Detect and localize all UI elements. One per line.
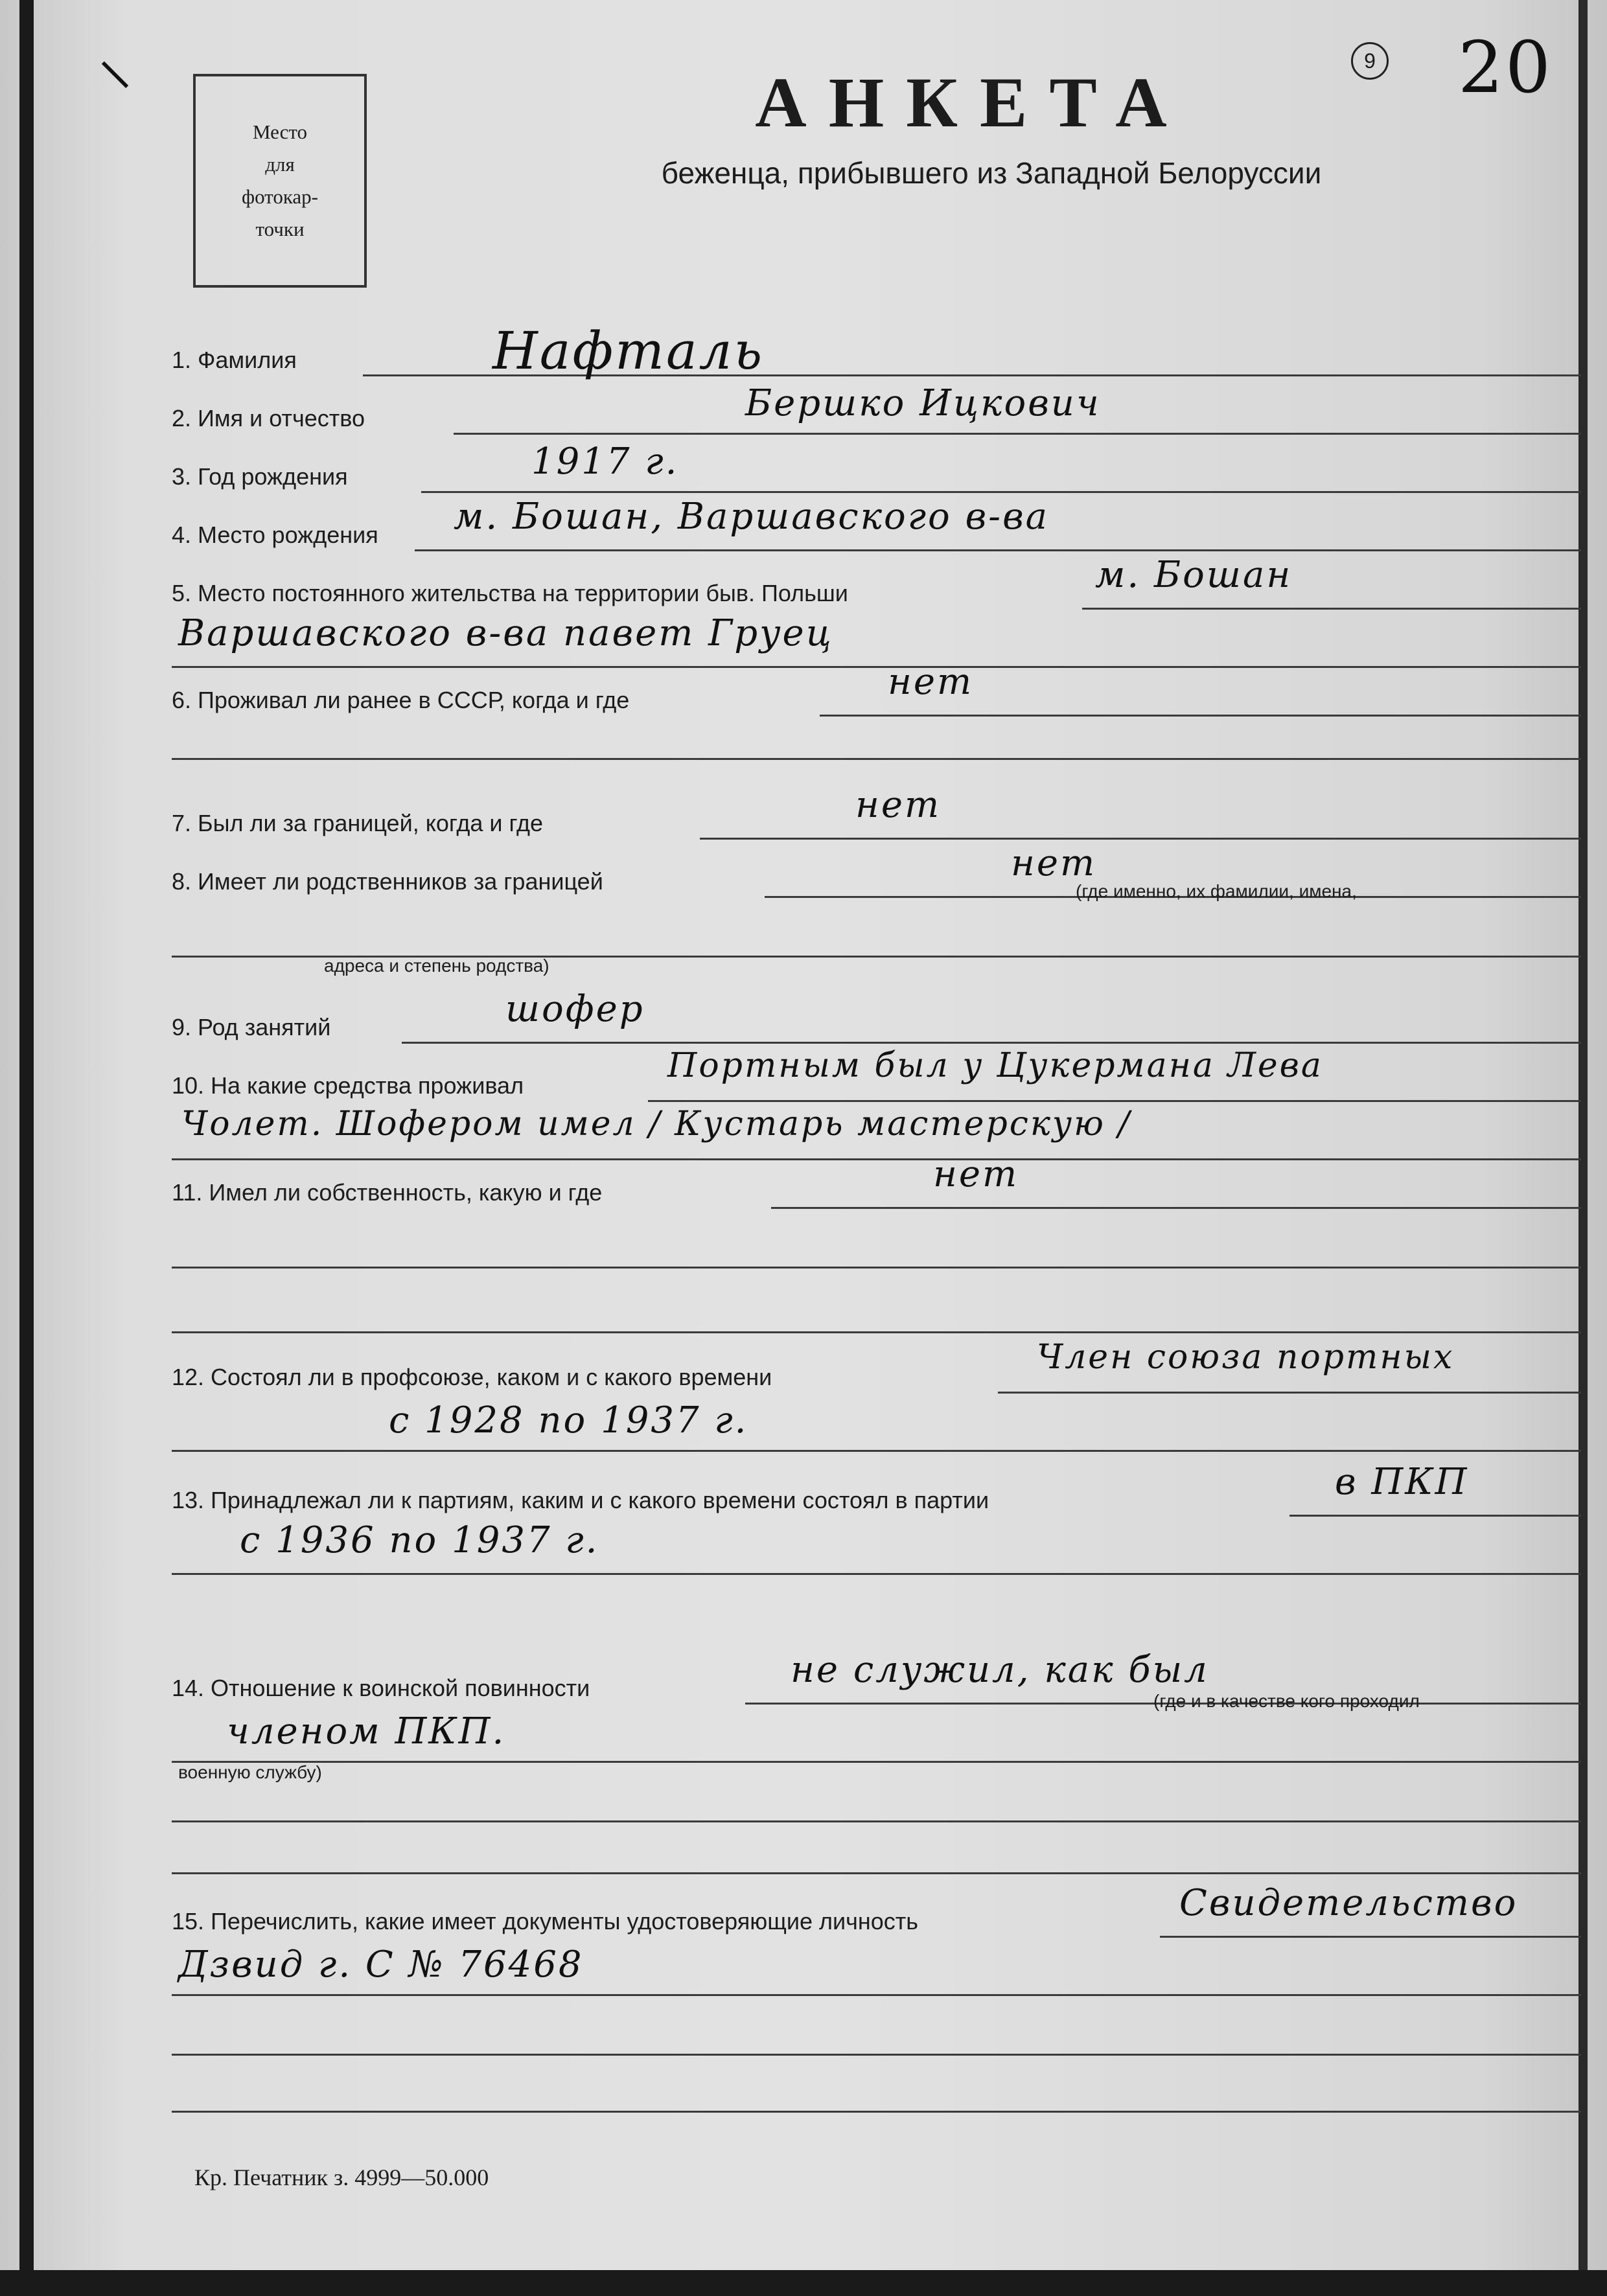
field-5-line-2 (172, 666, 1581, 668)
field-15-label: 15. Перечислить, какие имеет документы удостоверяющие личность (172, 1908, 919, 1934)
field-10-label: 10. На какие средства проживал (172, 1072, 524, 1099)
field-2-line (454, 433, 1581, 435)
field-15-value-2: Дзвид г. С № 76468 (178, 1944, 584, 1986)
field-10-value: Портным был у Цукермана Лева (667, 1046, 1323, 1085)
form-title: АНКЕТА (755, 63, 1189, 142)
field-1-value: Нафталь (492, 321, 765, 381)
field-13-value: в ПКП (1335, 1461, 1469, 1503)
field-5-value: м. Бошан (1095, 554, 1293, 596)
field-10-line (648, 1100, 1581, 1102)
field-6-label: 6. Проживал ли ранее в СССР, когда и где (172, 687, 630, 713)
field-3-value: 1917 г. (531, 441, 679, 483)
field-5-label: 5. Место постоянного жительства на территории быв. Польши (172, 580, 848, 606)
field-14-value: не служил, как был (791, 1649, 1209, 1691)
corner-mark: ⸜ (97, 16, 133, 99)
field-2-label: 2. Имя и отчество (172, 405, 365, 431)
field-14-value-2: членом ПКП. (227, 1710, 506, 1752)
field-9-line (402, 1042, 1581, 1044)
field-4-value: м. Бошан, Варшавского в-ва (454, 496, 1050, 538)
field-8-note: (где именно, их фамилии, имена, (1076, 881, 1357, 901)
field-8-value: нет (1011, 842, 1097, 884)
field-11-label: 11. Имел ли собственность, какую и где (172, 1179, 603, 1206)
field-7-value: нет (855, 784, 942, 826)
field-7-line (700, 838, 1581, 840)
field-5-value-2: Варшавского в-ва павет Груец (178, 612, 833, 654)
field-13-line-2 (172, 1573, 1581, 1575)
field-15-line-2 (172, 1994, 1581, 1996)
field-7-label: 7. Был ли за границей, когда и где (172, 810, 544, 836)
photo-placeholder-box (193, 74, 367, 288)
scan-edge-left (19, 0, 34, 2296)
field-4-line (415, 549, 1581, 551)
field-10-value-2: Чолет. Шофером имел / Кустарь мастерскую / (181, 1105, 1131, 1143)
field-3-label: 3. Год рождения (172, 463, 348, 490)
field-12-label: 12. Состоял ли в профсоюзе, каком и с какого времени (172, 1364, 772, 1390)
field-2-value: Бершко Ицкович (745, 382, 1101, 424)
field-14-note-2: военную службу) (178, 1762, 322, 1782)
field-15-line-3 (172, 2054, 1581, 2056)
field-12-value-2: с 1928 по 1937 г. (389, 1399, 748, 1441)
form-subtitle: беженца, прибывшего из Западной Белоруссии (661, 156, 1322, 190)
field-4-label: 4. Место рождения (172, 522, 378, 548)
field-12-line (998, 1392, 1581, 1394)
field-15-line-4 (172, 2111, 1581, 2113)
field-13-value-2: с 1936 по 1937 г. (240, 1519, 599, 1561)
field-6-line (820, 715, 1581, 717)
field-11-value: нет (933, 1153, 1019, 1195)
field-6-value: нет (888, 661, 974, 703)
field-11-line (771, 1207, 1581, 1209)
field-15-line (1160, 1936, 1581, 1938)
field-15-value: Свидетельство (1179, 1882, 1518, 1924)
field-13-line (1289, 1515, 1581, 1517)
field-9-value: шофер (505, 988, 645, 1030)
field-13-label: 13. Принадлежал ли к партиям, каким и с какого времени состоял в партии (172, 1487, 989, 1513)
field-1-label: 1. Фамилия (172, 347, 297, 373)
field-14-line-2 (172, 1761, 1581, 1763)
field-9-label: 9. Род занятий (172, 1014, 331, 1040)
field-11-line-2 (172, 1267, 1581, 1269)
circled-page-number: 9 (1351, 42, 1389, 80)
field-14-note: (где и в качестве кого проходил (1153, 1691, 1420, 1711)
field-12-line-2 (172, 1450, 1581, 1452)
photo-placeholder-text: Место для фотокар- точки (242, 121, 318, 240)
field-14-line-3 (172, 1820, 1581, 1822)
field-3-line (421, 491, 1581, 493)
field-8-note-2: адреса и степень родства) (324, 956, 549, 976)
field-8-label: 8. Имеет ли родственников за границей (172, 868, 603, 895)
field-12-value: Член союза портных (1037, 1338, 1455, 1377)
field-14-label: 14. Отношение к воинской повинности (172, 1675, 590, 1701)
handwritten-corner-number: 20 (1458, 26, 1553, 109)
scan-edge-right (1578, 0, 1588, 2296)
scan-edge-bottom (0, 2270, 1607, 2296)
field-6-line-2 (172, 758, 1581, 760)
field-11-line-3 (172, 1331, 1581, 1333)
printer-imprint: Кр. Печатник з. 4999—50.000 (194, 2164, 489, 2190)
field-10-line-2 (172, 1158, 1581, 1160)
field-14-line-4 (172, 1872, 1581, 1874)
field-5-line (1082, 608, 1581, 610)
